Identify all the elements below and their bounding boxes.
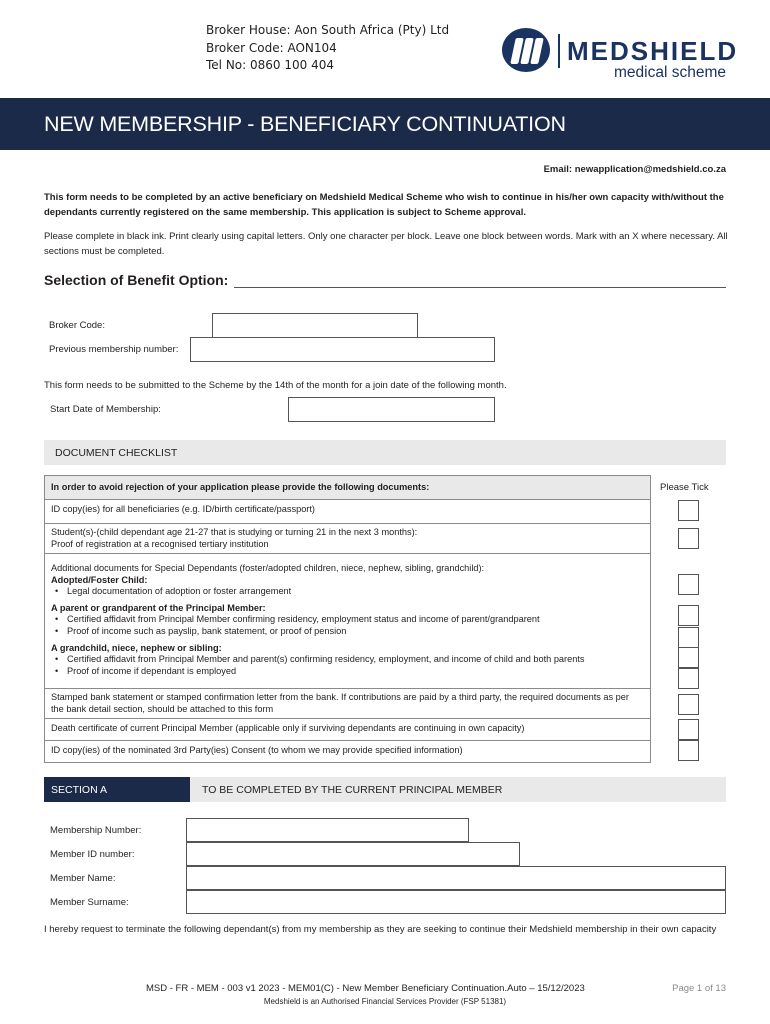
page-title: NEW MEMBERSHIP - BENEFICIARY CONTINUATION [44,112,566,136]
logo-sub: medical scheme [614,64,726,81]
checklist-row-death: Death certificate of current Principal Member (applicable only if surviving dependants are continuing in own capacity) [44,719,651,741]
tick-students[interactable] [678,528,699,549]
prev-membership-field[interactable] [190,337,495,362]
logo-name: MEDSHIELD [567,36,739,66]
tick-adopted[interactable] [678,574,699,595]
checklist-row-students: Student(s)-(child dependant age 21-27 that is studying or turning 21 in the next 3 months): Proof of registration at a recognised tertiary institution [44,524,651,554]
tick-parent-affidavit[interactable] [678,605,699,626]
please-tick-label: Please Tick [660,482,709,493]
tick-parent-income[interactable] [678,627,699,648]
broker-code-text: Broker Code: AON104 [206,40,337,55]
broker-code-field[interactable] [212,313,418,338]
terminate-request-text: I hereby request to terminate the following dependant(s) from my membership as they are seeking to continue their Medshield membership in their own capacity [44,924,717,935]
broker-house: Broker House: Aon South Africa (Pty) Ltd [206,23,450,37]
medshield-logo [500,28,750,82]
broker-tel: Tel No: 0860 100 404 [206,58,334,72]
tick-id-copies[interactable] [678,500,699,521]
checklist-header: In order to avoid rejection of your application please provide the following documents: [44,476,651,500]
benefit-option-field[interactable] [234,287,726,288]
broker-info [206,22,449,75]
checklist-title: DOCUMENT CHECKLIST [55,447,178,459]
logo-mark-icon [502,28,550,72]
checklist-row-bank: Stamped bank statement or stamped confirmation letter from the bank. If contributions are paid by a third party, the required documents as per the bank detail section, should be attached to this form [44,689,651,719]
section-a-label: SECTION A [51,784,108,796]
prev-membership-label: Previous membership number: [49,344,179,355]
tick-death[interactable] [678,719,699,740]
membership-number-label: Membership Number: [50,825,142,836]
instructions-text: Please complete in black ink. Print clearly using capital letters. Only one character per block. Leave one block between words. Mark with an X where necessary. All sections must be completed. [44,231,728,257]
member-surname-field[interactable] [186,890,726,914]
footer-page-number: Page 1 of 13 [672,983,726,994]
section-a-title: TO BE COMPLETED BY THE CURRENT PRINCIPAL MEMBER [202,784,503,796]
start-date-field[interactable] [288,397,495,422]
checklist-row-special-dependants: Additional documents for Special Dependants (foster/adopted children, niece, nephew, sibling, grandchild): Adopted/Foster Child: • Legal documentation of adoption or foster arrangement A parent or grandparent of the Principal Member: • Certified affidavit from Principal Member confirming residency, employment status and income of parent/grandparent • Proof of income such as payslip, bank statement, or proof of pension A grandchild, niece, nephew or sibling: • Certified affidavit from Principal Member and parent(s) confirming residency, employment, and income of child and both parents • Proof of income if dependant is employed [44,554,651,689]
tick-consent[interactable] [678,740,699,761]
membership-number-field[interactable] [186,818,469,842]
member-id-field[interactable] [186,842,520,866]
start-date-label: Start Date of Membership: [50,404,161,415]
tick-bank[interactable] [678,694,699,715]
footer-fsp: Medshield is an Authorised Financial Services Provider (FSP 51381) [263,997,507,1006]
member-surname-label: Member Surname: [50,897,129,908]
submission-note: This form needs to be submitted to the Scheme by the 14th of the month for a join date of the following month. [44,380,507,391]
document-checklist [44,475,651,763]
email-address: Email: newapplication@medshield.co.za [543,164,726,175]
footer-doc-ref: MSD - FR - MEM - 003 v1 2023 - MEM01(C) - New Member Beneficiary Continuation.Auto – 15/12/2023 [146,983,585,994]
checklist-row-id-copies: ID copy(ies) for all beneficiaries (e.g. ID/birth certificate/passport) [44,500,651,524]
intro-text: This form needs to be completed by an active beneficiary on Medshield Medical Scheme who wish to continue in his/her own capacity with/without the dependants currently registered on the same membership. This application is subject to Scheme approval. [44,192,724,218]
checklist-row-consent: ID copy(ies) of the nominated 3rd Party(ies) Consent (to whom we may provide specified information) [44,741,651,763]
section-a-heading [44,777,726,802]
broker-code-label: Broker Code: [49,320,105,331]
member-name-label: Member Name: [50,873,116,884]
member-id-label: Member ID number: [50,849,135,860]
tick-grand-income[interactable] [678,668,699,689]
member-name-field[interactable] [186,866,726,890]
checklist-heading [44,440,726,465]
benefit-option-label: Selection of Benefit Option: [44,272,229,288]
title-banner [0,98,770,150]
tick-grand-affidavit[interactable] [678,647,699,668]
